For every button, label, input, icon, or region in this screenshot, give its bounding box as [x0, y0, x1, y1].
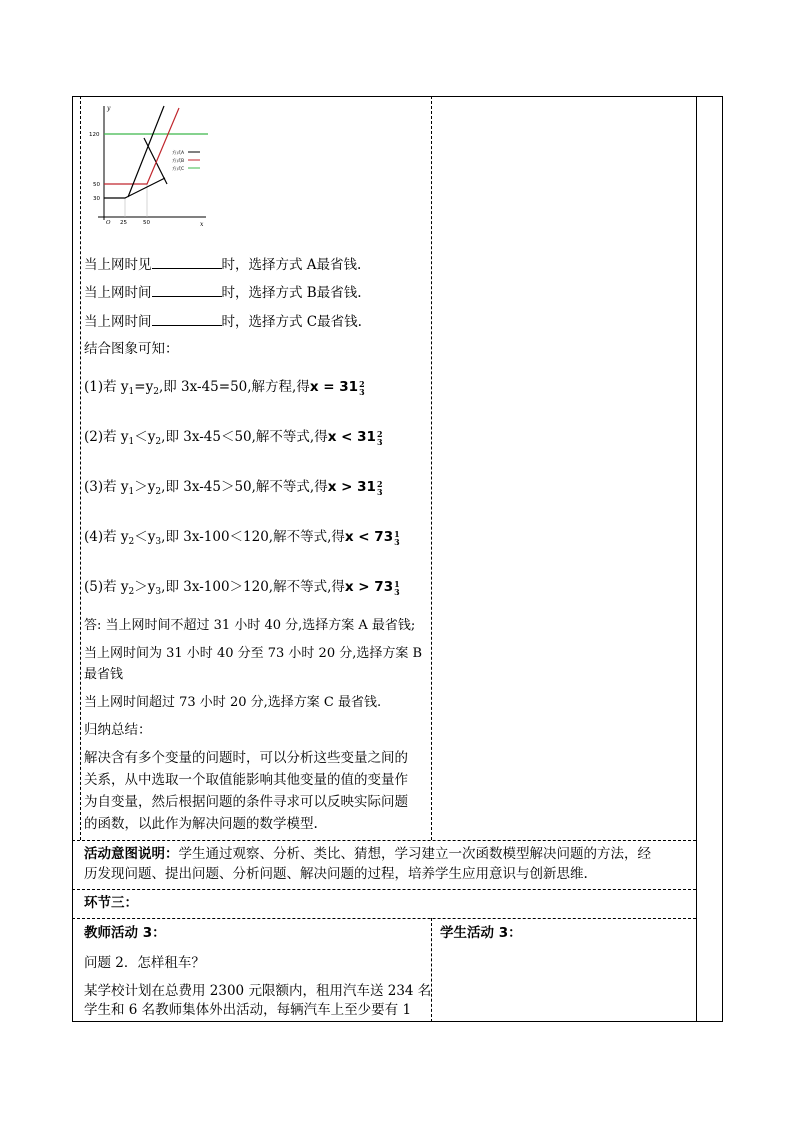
legend-a-label: 方式A — [172, 151, 185, 156]
table-top-border — [72, 96, 723, 97]
case-2-den: 3 — [376, 436, 383, 447]
case-5-num: 1 — [394, 578, 400, 589]
case-1-rel: =y — [134, 379, 154, 395]
case-4-sub1: 2 — [128, 537, 135, 547]
section-3-title: 环节三： — [84, 895, 138, 911]
case-2-lead: (2)若 y — [84, 429, 129, 445]
case-5-rel: ＞y — [134, 579, 156, 595]
column-divider-top — [431, 96, 432, 840]
origin-label: O — [106, 220, 111, 226]
case-5 — [84, 579, 400, 596]
blank-c-suffix: 时，选择方式 C最省钱. — [221, 314, 362, 330]
case-4-tail: ,即 3x-100＜120,解不等式,得 — [161, 529, 345, 545]
blank-a-prefix: 当上网时见 — [84, 257, 152, 273]
teacher-activity-3: 教师活动 3： — [84, 925, 166, 941]
blank-line-c — [84, 312, 362, 331]
case-2-sub2: 2 — [155, 437, 162, 447]
case-2-tail: ,即 3x-45＜50,解不等式,得 — [161, 429, 328, 445]
case-4-rel: ＜y — [134, 529, 156, 545]
case-3-den: 3 — [376, 486, 383, 497]
x-tick-50: 50 — [143, 220, 150, 226]
blank-b-suffix: 时，选择方式 B最省钱. — [221, 285, 362, 301]
case-1-sub1: 1 — [128, 387, 135, 397]
x-tick-25: 25 — [120, 220, 127, 226]
y-tick-50: 50 — [93, 182, 100, 188]
blank-a-field[interactable] — [152, 255, 222, 269]
case-1-result: x = 31 — [309, 379, 359, 395]
intent-label: 活动意图说明： — [84, 846, 179, 862]
legend-c-label: 方式C — [172, 167, 185, 172]
case-3-sub2: 2 — [155, 487, 162, 497]
case-2-result: x < 31 — [327, 429, 376, 445]
table-inner-right-border — [696, 96, 697, 1022]
case-5-tail: ,即 3x-100＞120,解不等式,得 — [161, 579, 345, 595]
intent-line-1 — [84, 846, 651, 863]
intent-text-1: 学生通过观察、分析、类比、猜想，学习建立一次函数模型解决问题的方法，经 — [178, 846, 651, 862]
case-1 — [84, 379, 365, 396]
case-4-fraction — [394, 530, 400, 546]
blank-c-prefix: 当上网时间 — [84, 314, 152, 330]
row-divider-section3 — [72, 889, 696, 890]
summary-line-3: 为自变量，然后根据问题的条件寻求可以反映实际问题 — [84, 794, 408, 810]
case-1-sub2: 2 — [153, 387, 159, 397]
row-divider-activity3 — [72, 918, 696, 919]
case-2 — [84, 429, 383, 446]
case-4-result: x < 73 — [344, 529, 394, 545]
answer-line-2a: 当上网时间为 31 小时 40 分至 73 小时 20 分,选择方案 B — [84, 646, 423, 661]
answer-line-1: 答: 当上网时间不超过 31 小时 40 分,选择方案 A 最省钱; — [84, 618, 416, 633]
case-4 — [84, 529, 400, 546]
left-inner-dash — [80, 96, 81, 840]
summary-line-2: 关系，从中选取一个取值能影响其他变量的值的变量作 — [84, 772, 408, 788]
x-axis-label: x — [200, 221, 204, 228]
case-1-tail: ,即 3x-45=50,解方程,得 — [158, 379, 310, 395]
case-2-fraction — [377, 430, 383, 446]
case-5-fraction — [394, 580, 400, 596]
combine-text: 结合图象可知： — [84, 341, 179, 357]
case-5-den: 3 — [394, 586, 400, 597]
table-bottom-border — [72, 1021, 723, 1022]
answer-line-2b: 最省钱 — [84, 667, 124, 682]
case-3-rel: ＞y — [134, 479, 156, 495]
case-4-lead: (4)若 y — [84, 529, 129, 545]
blank-b-field[interactable] — [152, 283, 222, 297]
case-2-rel: ＜y — [134, 429, 156, 445]
table-right-border — [722, 96, 723, 1022]
blank-b-prefix: 当上网时间 — [84, 285, 152, 301]
case-3-result: x > 31 — [327, 479, 376, 495]
case-5-sub2: 3 — [155, 587, 162, 597]
case-3-num: 2 — [376, 478, 383, 489]
series-a-steep — [128, 106, 164, 197]
blank-line-a — [84, 255, 361, 274]
case-3-lead: (3)若 y — [84, 479, 129, 495]
case-3 — [84, 479, 383, 496]
answer-line-3: 当上网时间超过 73 小时 20 分,选择方案 C 最省钱. — [84, 695, 382, 710]
y-tick-120: 120 — [89, 132, 100, 138]
blank-line-b — [84, 283, 362, 302]
case-5-sub1: 2 — [128, 587, 135, 597]
y-tick-30: 30 — [93, 196, 100, 202]
case-4-num: 1 — [394, 528, 400, 539]
y-axis-label: y — [107, 105, 111, 112]
case-1-fraction — [359, 380, 365, 396]
case-2-num: 2 — [376, 428, 383, 439]
blank-a-suffix: 时，选择方式 A最省钱. — [221, 257, 362, 273]
rent-line-1: 某学校计划在总费用 2300 元限额内，租用汽车送 234 名 — [84, 983, 432, 999]
case-2-sub1: 1 — [128, 437, 135, 447]
case-5-lead: (5)若 y — [84, 579, 129, 595]
case-1-den: 3 — [359, 386, 365, 397]
blank-c-field[interactable] — [152, 312, 222, 326]
summary-title: 归纳总结： — [84, 722, 152, 738]
column-divider-bottom — [431, 918, 432, 1022]
legend-b-label: 方式B — [172, 159, 185, 164]
summary-line-4: 的函数，以此作为解决问题的数学模型. — [84, 816, 318, 832]
question-2: 问题 2．怎样租车？ — [84, 955, 205, 971]
rent-line-2: 学生和 6 名教师集体外出活动，每辆汽车上至少要有 1 — [84, 1002, 412, 1018]
summary-line-1: 解决含有多个变量的问题时，可以分析这些变量之间的 — [84, 750, 408, 766]
row-divider-intent — [72, 840, 696, 841]
student-activity-3: 学生活动 3： — [440, 925, 522, 941]
case-3-tail: ,即 3x-45＞50,解不等式,得 — [161, 479, 328, 495]
case-5-result: x > 73 — [344, 579, 394, 595]
case-3-fraction — [377, 480, 383, 496]
case-1-num: 2 — [359, 378, 365, 389]
cost-graph — [84, 100, 216, 232]
case-1-lead: (1)若 y — [84, 379, 129, 395]
case-4-den: 3 — [394, 536, 400, 547]
series-b-line — [104, 108, 179, 184]
table-left-border — [72, 96, 73, 1022]
case-4-sub2: 3 — [155, 537, 162, 547]
case-3-sub1: 1 — [128, 487, 135, 497]
intent-line-2: 历发现问题、提出问题、分析问题、解决问题的过程，培养学生应用意识与创新思维. — [84, 866, 588, 882]
